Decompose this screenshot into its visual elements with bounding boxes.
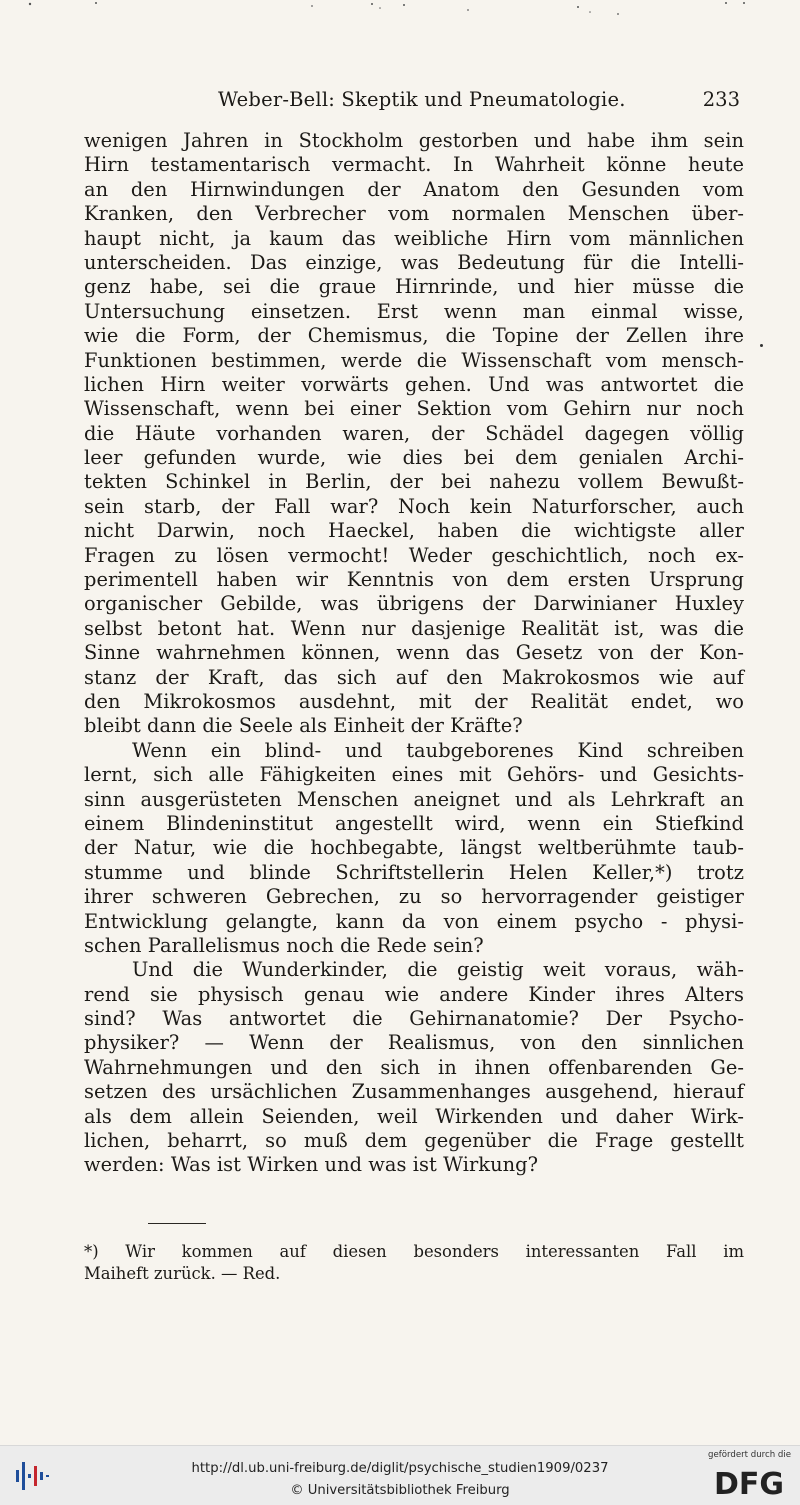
margin-mark bbox=[760, 344, 763, 347]
footnote bbox=[84, 1241, 744, 1285]
text-line: Sinne wahrnehmen können, wenn das Gesetz von der Kon- bbox=[84, 641, 744, 665]
text-line: werden: Was ist Wirken und was ist Wirkung? bbox=[84, 1153, 539, 1177]
dfg-logo-icon bbox=[708, 1462, 790, 1500]
scan-specks bbox=[0, 0, 800, 24]
svg-text:DFG: DFG bbox=[713, 1467, 785, 1500]
footnote-line: *) Wir kommen auf diesen besonders interessanten Fall im bbox=[84, 1242, 744, 1261]
permalink-url[interactable]: http://dl.ub.uni-freiburg.de/diglit/psychische_studien1909/0237 bbox=[191, 1461, 609, 1476]
text-line: Wissenschaft, wenn bei einer Sektion vom Gehirn nur noch bbox=[84, 397, 744, 421]
text-line: leer gefunden wurde, wie dies bei dem genialen Archi- bbox=[84, 446, 744, 470]
text-line: lernt, sich alle Fähigkeiten eines mit Gehörs- und Gesichts- bbox=[84, 763, 744, 787]
text-line: wenigen Jahren in Stockholm gestorben und habe ihm sein bbox=[84, 129, 744, 152]
text-line: Untersuchung einsetzen. Erst wenn man einmal wisse, bbox=[84, 299, 744, 323]
page-number: 233 bbox=[702, 88, 740, 111]
text-line: sinn ausgerüsteten Menschen aneignet und als Lehrkraft an bbox=[84, 787, 744, 811]
text-line: ihrer schweren Gebrechen, zu so hervorragender geistiger bbox=[84, 885, 744, 909]
text-line: Wenn ein blind- und taubgeborenes Kind schreiben bbox=[132, 738, 744, 762]
text-line: genz habe, sei die graue Hirnrinde, und hier müsse die bbox=[84, 275, 744, 299]
text-line: tekten Schinkel in Berlin, der bei nahezu vollem Bewußt- bbox=[84, 470, 744, 494]
text-line: nicht Darwin, noch Haeckel, haben die wichtigste aller bbox=[84, 519, 744, 543]
text-line: den Mikrokosmos ausdehnt, mit der Realität endet, wo bbox=[84, 689, 744, 713]
text-line: stanz der Kraft, das sich auf den Makrokosmos wie auf bbox=[84, 665, 744, 689]
text-line: perimentell haben wir Kenntnis von dem ersten Ursprung bbox=[84, 568, 744, 592]
text-line: an den Hirnwindungen der Anatom den Gesunden vom bbox=[84, 177, 744, 201]
text-line: Funktionen bestimmen, werde die Wissenschaft vom mensch- bbox=[84, 348, 744, 372]
text-line: einem Blindeninstitut angestellt wird, wenn ein Stiefkind bbox=[84, 811, 744, 835]
copyright-notice: © Universitätsbibliothek Freiburg bbox=[290, 1483, 510, 1498]
text-line: sind? Was antwortet die Gehirnanatomie? Der Psycho- bbox=[84, 1007, 744, 1031]
text-line: rend sie physisch genau wie andere Kinder ihres Alters bbox=[84, 982, 744, 1006]
text-line: lichen Hirn weiter vorwärts gehen. Und was antwortet die bbox=[84, 372, 744, 396]
text-line: haupt nicht, ja kaum das weibliche Hirn vom männlichen bbox=[84, 226, 744, 250]
text-line: als dem allein Seienden, weil Wirkenden und daher Wirk- bbox=[84, 1104, 744, 1128]
text-line: der Natur, wie die hochbegabte, längst weltberühmte taub- bbox=[84, 836, 744, 860]
funder-block bbox=[708, 1450, 790, 1502]
funding-note: gefördert durch die bbox=[708, 1450, 792, 1460]
text-line: unterscheiden. Das einzige, was Bedeutung für die Intelli- bbox=[84, 250, 744, 274]
text-line: organischer Gebilde, was übrigens der Darwinianer Huxley bbox=[84, 592, 744, 616]
text-line: Hirn testamentarisch vermacht. In Wahrheit könne heute bbox=[84, 153, 744, 177]
text-line: wie die Form, der Chemismus, die Topine der Zellen ihre bbox=[84, 324, 744, 348]
running-title: Weber-Bell: Skeptik und Pneumatologie. bbox=[218, 88, 626, 111]
text-line: schen Parallelismus noch die Rede sein? bbox=[84, 933, 484, 957]
text-line: physiker? — Wenn der Realismus, von den sinnlichen bbox=[84, 1031, 744, 1055]
text-line: Kranken, den Verbrecher vom normalen Menschen über- bbox=[84, 202, 744, 226]
text-line: Und die Wunderkinder, die geistig weit voraus, wäh- bbox=[132, 958, 744, 982]
viewer-footer bbox=[0, 1445, 800, 1505]
footnote-line: Maiheft zurück. — Red. bbox=[84, 1264, 281, 1283]
text-line: lichen, beharrt, so muß dem gegenüber die Frage gestellt bbox=[84, 1129, 744, 1153]
text-line: setzen des ursächlichen Zusammenhanges ausgehend, hierauf bbox=[84, 1080, 744, 1104]
text-line: Fragen zu lösen vermocht! Weder geschichtlich, noch ex- bbox=[84, 543, 744, 567]
running-header bbox=[0, 88, 800, 116]
text-line: selbst betont hat. Wenn nur dasjenige Realität ist, was die bbox=[84, 616, 744, 640]
text-line: sein starb, der Fall war? Noch kein Naturforscher, auch bbox=[84, 494, 744, 518]
text-line: bleibt dann die Seele als Einheit der Kräfte? bbox=[84, 714, 523, 738]
footnote-rule bbox=[148, 1223, 206, 1224]
body-text bbox=[84, 129, 744, 1178]
text-line: Wahrnehmungen und den sich in ihnen offenbarenden Ge- bbox=[84, 1055, 744, 1079]
text-line: stumme und blinde Schriftstellerin Helen Keller,*) trotz bbox=[84, 860, 744, 884]
text-line: Entwicklung gelangte, kann da von einem psycho - physi- bbox=[84, 909, 744, 933]
text-line: die Häute vorhanden waren, der Schädel dagegen völlig bbox=[84, 421, 744, 445]
